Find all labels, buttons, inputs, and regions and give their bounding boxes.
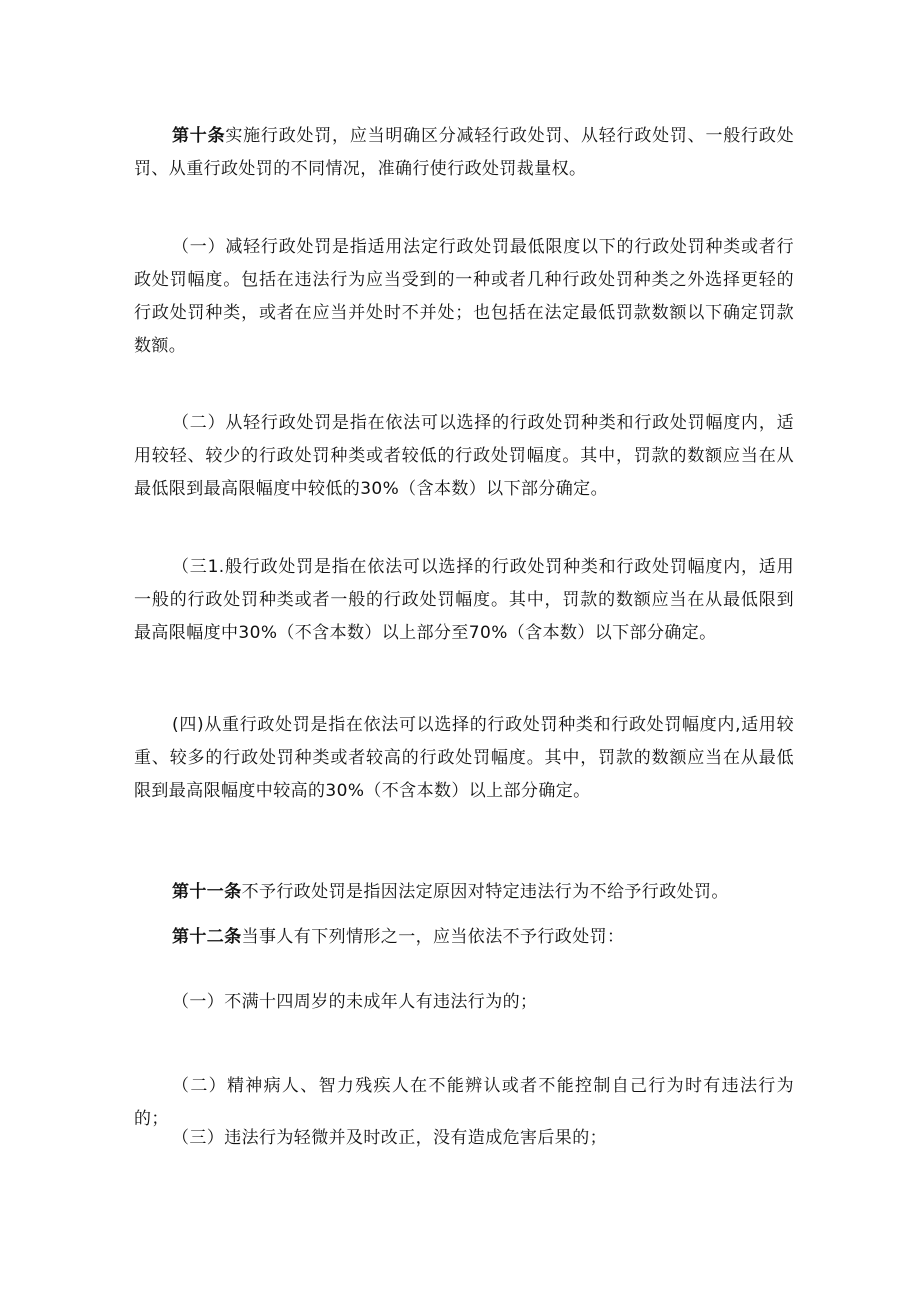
item-2-paragraph: （二）从轻行政处罚是指在依法可以选择的行政处罚种类和行政处罚幅度内，适用较轻、较少的行政处罚种类或者较低的行政处罚幅度。其中，罚款的数额应当在从最低限到最高限幅度中较低的30%（含本数）以下部分确定。	[134, 413, 794, 499]
article-11-paragraph	[134, 876, 794, 909]
sub-item-3-paragraph: （三）违法行为轻微并及时改正，没有造成危害后果的；	[172, 1128, 607, 1148]
sub-item-1-paragraph: （一）不满十四周岁的未成年人有违法行为的；	[172, 992, 538, 1012]
article-10-heading: 第十条	[172, 126, 226, 146]
item-3-paragraph: （三1.般行政处罚是指在依法可以选择的行政处罚种类和行政处罚幅度内，适用一般的行政处罚种类或者一般的行政处罚幅度。其中，罚款的数额应当在从最低限到最高限幅度中30%（不含本数）以上部分至70%（含本数）以下部分确定。	[134, 557, 794, 643]
article-11-heading: 第十一条	[172, 882, 242, 902]
article-10-text: 实施行政处罚，应当明确区分减轻行政处罚、从轻行政处罚、一般行政处罚、从重行政处罚的不同情况，准确行使行政处罚裁量权。	[134, 126, 794, 179]
article-11-text: 不予行政处罚是指因法定原因对特定违法行为不给予行政处罚。	[241, 882, 729, 902]
article-12-paragraph	[134, 921, 794, 954]
article-10-paragraph	[134, 120, 794, 186]
sub-item-2-paragraph: （二）精神病人、智力残疾人在不能辨认或者不能控制自己行为时有违法行为的；	[134, 1076, 794, 1129]
item-4-paragraph: (四)从重行政处罚是指在依法可以选择的行政处罚种类和行政处罚幅度内,适用较重、较多的行政处罚种类或者较高的行政处罚幅度。其中，罚款的数额应当在从最低限到最高限幅度中较高的30%（不含本数）以上部分确定。	[134, 715, 794, 801]
article-12-text: 当事人有下列情形之一，应当依法不予行政处罚：	[241, 927, 625, 947]
item-1-paragraph: （一）减轻行政处罚是指适用法定行政处罚最低限度以下的行政处罚种类或者行政处罚幅度。包括在违法行为应当受到的一种或者几种行政处罚种类之外选择更轻的行政处罚种类，或者在应当并处时不并处；也包括在法定最低罚款数额以下确定罚款数额。	[134, 237, 794, 356]
article-12-heading: 第十二条	[172, 927, 242, 947]
